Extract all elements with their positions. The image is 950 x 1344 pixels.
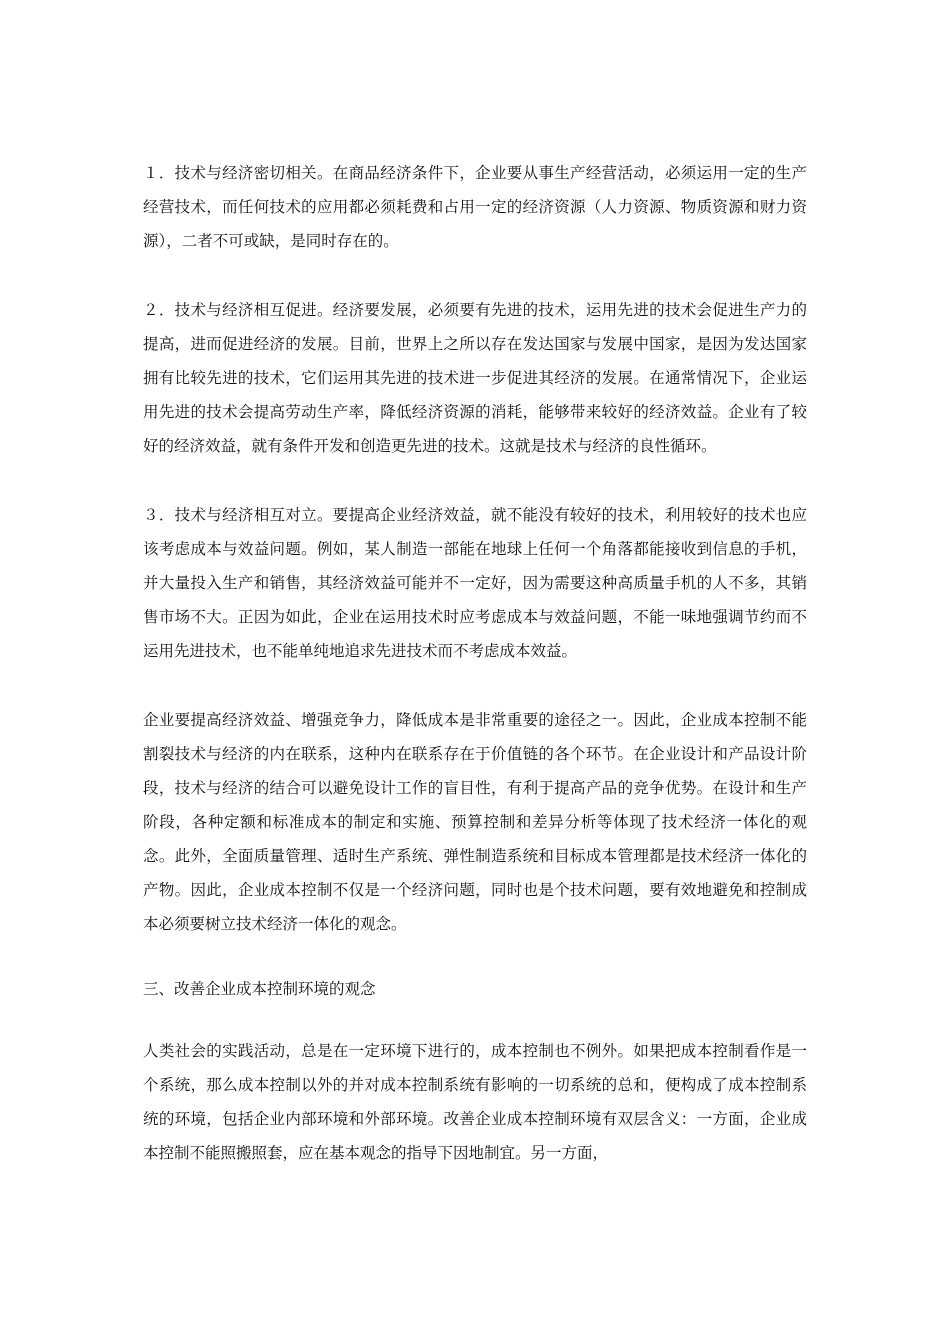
document-body bbox=[143, 156, 807, 1170]
paragraph-technology-economy-oppose: ３．技术与经济相互对立。要提高企业经济效益，就不能没有较好的技术，利用较好的技术也应该考虑成本与效益问题。例如，某人制造一部能在地球上任何一个角落都能接收到信息的手机，并大量投入生产和销售，其经济效益可能并不一定好，因为需要这种高质量手机的人不多，其销售市场不大。正因为如此，企业在运用技术时应考虑成本与效益问题，不能一味地强调节约而不运用先进技术，也不能单纯地追求先进技术而不考虑成本效益。 bbox=[143, 506, 807, 660]
paragraph-technology-economy-promote: ２．技术与经济相互促进。经济要发展，必须要有先进的技术，运用先进的技术会促进生产力的提高，进而促进经济的发展。目前，世界上之所以存在发达国家与发展中国家，是因为发达国家拥有比较先进的技术，它们运用其先进的技术进一步促进其经济的发展。在通常情况下，企业运用先进的技术会提高劳动生产率，降低经济资源的消耗，能够带来较好的经济效益。企业有了较好的经济效益，就有条件开发和创造更先进的技术。这就是技术与经济的良性循环。 bbox=[143, 301, 807, 455]
paragraph-cost-control-integration: 企业要提高经济效益、增强竞争力，降低成本是非常重要的途径之一。因此，企业成本控制不能割裂技术与经济的内在联系，这种内在联系存在于价值链的各个环节。在企业设计和产品设计阶段，技术与经济的结合可以避免设计工作的盲目性，有利于提高产品的竞争优势。在设计和生产阶段，各种定额和标准成本的制定和实施、预算控制和差异分析等体现了技术经济一体化的观念。此外，全面质量管理、适时生产系统、弹性制造系统和目标成本管理都是技术经济一体化的产物。因此，企业成本控制不仅是一个经济问题，同时也是个技术问题，要有效地避免和控制成本必须要树立技术经济一体化的观念。 bbox=[143, 711, 807, 933]
paragraph-cost-control-environment: 人类社会的实践活动，总是在一定环境下进行的，成本控制也不例外。如果把成本控制看作是一个系统，那么成本控制以外的并对成本控制系统有影响的一切系统的总和，便构成了成本控制系统的环境，包括企业内部环境和外部环境。改善企业成本控制环境有双层含义：一方面，企业成本控制不能照搬照套，应在基本观念的指导下因地制宜。另一方面， bbox=[143, 1042, 807, 1162]
paragraph-technology-economy-related: １．技术与经济密切相关。在商品经济条件下，企业要从事生产经营活动，必须运用一定的生产经营技术，而任何技术的应用都必须耗费和占用一定的经济资源（人力资源、物质资源和财力资源），二者不可或缺，是同时存在的。 bbox=[143, 164, 807, 250]
section-heading: 三、改善企业成本控制环境的观念 bbox=[143, 980, 376, 998]
